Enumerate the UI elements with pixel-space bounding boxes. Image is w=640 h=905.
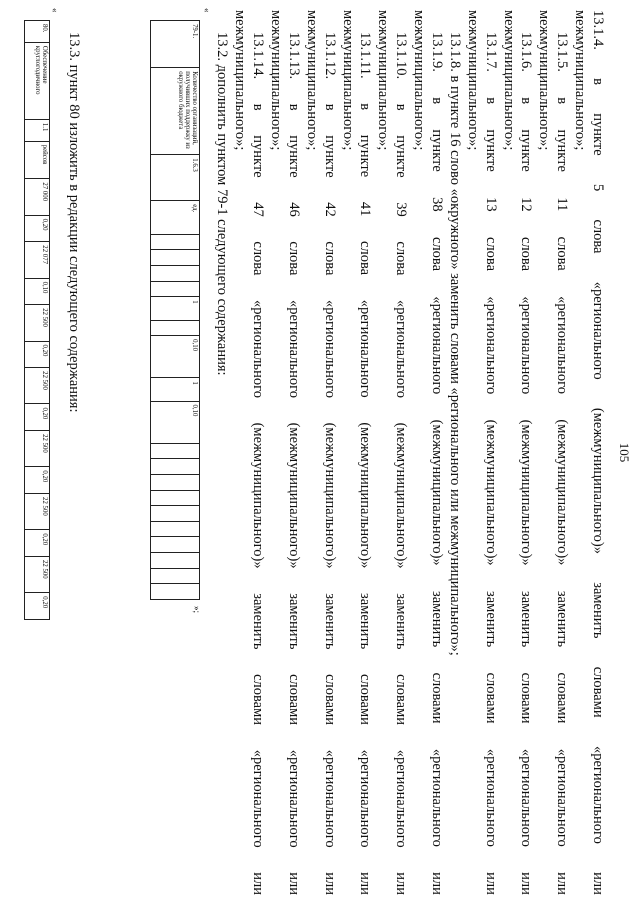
body-text: [212, 10, 606, 895]
word: или: [250, 872, 267, 895]
word: «регионального: [428, 748, 445, 847]
word: (межмуниципального)»: [321, 422, 338, 569]
word: или: [428, 872, 445, 895]
word: (межмуниципального)»: [393, 422, 410, 569]
word: межмуниципального»;: [267, 10, 284, 151]
table-cell: 0,20: [25, 593, 50, 620]
table-cell: 1: [151, 297, 200, 320]
text-line: [409, 10, 427, 895]
word: в: [482, 97, 499, 105]
word: 12: [518, 197, 535, 212]
word: словами: [554, 672, 571, 724]
text-line: [373, 10, 391, 895]
table-cell: 22 077: [25, 242, 50, 278]
quote-open: «: [202, 8, 212, 13]
word: в: [357, 103, 374, 111]
word: «регионального: [393, 749, 410, 848]
word: слова: [357, 241, 374, 276]
table-cell: [151, 521, 200, 537]
table-cell: 79-1.: [151, 21, 200, 68]
word: в: [285, 103, 302, 111]
table-cell: 1.1: [25, 119, 50, 141]
word: в: [250, 103, 267, 111]
word: словами: [590, 666, 606, 718]
text-line: [230, 10, 248, 895]
word: межмуниципального»;: [411, 10, 428, 151]
word: в: [428, 97, 445, 105]
table-cell: 0,20: [25, 404, 50, 431]
word: 46: [285, 202, 302, 217]
text-line: [499, 10, 517, 895]
word: словами: [518, 672, 535, 724]
word: пункте: [321, 135, 338, 178]
text-line: [517, 10, 535, 895]
word: слова: [285, 241, 302, 276]
text-line: [391, 10, 409, 895]
word: заменить: [554, 590, 571, 648]
word: или: [482, 872, 499, 895]
word: словами: [482, 672, 499, 724]
table-cell: [151, 568, 200, 584]
table-cell: [151, 474, 200, 490]
word: в: [518, 97, 535, 105]
word: «регионального: [590, 745, 606, 844]
word: 42: [321, 202, 338, 217]
table-cell: рейсов: [25, 141, 50, 179]
word: слова: [321, 241, 338, 276]
word: слова: [393, 241, 410, 276]
word: пункте: [357, 134, 374, 178]
table-cell: [151, 234, 200, 250]
word: 13.1.14.: [250, 32, 267, 80]
word: или: [590, 872, 606, 895]
word: пункте: [482, 129, 499, 172]
text-line: [356, 10, 374, 895]
word: заменить: [590, 582, 606, 639]
word: слова: [554, 236, 571, 271]
word: заменить: [285, 593, 302, 650]
word: словами: [250, 674, 267, 726]
word: «регионального: [285, 749, 302, 848]
word: 41: [357, 201, 374, 217]
text-line: [212, 10, 230, 895]
word: заменить: [393, 593, 410, 650]
table-cell: 22 500: [25, 431, 50, 467]
table-cell: 0,10: [151, 401, 200, 443]
word: (межмуниципального)»: [482, 419, 499, 566]
text-line: [427, 10, 445, 895]
word: 13.1.7.: [482, 32, 499, 72]
word: (межмуниципального)»: [518, 419, 535, 566]
text-line: [284, 10, 302, 895]
word: в: [554, 97, 571, 105]
word: слова: [590, 219, 606, 254]
word: 47: [250, 202, 267, 217]
text-line: [481, 10, 499, 895]
table-cell: 80.: [25, 21, 50, 43]
word: слова: [250, 241, 267, 276]
word: межмуниципального»;: [500, 10, 517, 151]
word: 11: [554, 197, 571, 212]
word: (межмуниципального)»: [590, 407, 606, 554]
word: «регионального: [518, 296, 535, 395]
word: или: [393, 872, 410, 895]
table-cell: [151, 320, 200, 336]
word: «регионального: [285, 300, 302, 398]
word: заменить: [357, 593, 374, 650]
table-cell: 1.6.3: [151, 155, 200, 201]
table-80: [24, 20, 50, 620]
word: межмуниципального»;: [536, 10, 553, 151]
table-cell: [151, 506, 200, 522]
word: 13.1.11.: [357, 32, 374, 79]
word: пункте: [554, 129, 571, 172]
word: или: [357, 872, 374, 895]
word: пункте: [428, 129, 445, 172]
word: межмуниципального»;: [232, 10, 249, 151]
table-79-1: [150, 20, 200, 600]
word: 13.1.8. в пункте 16 слово «окружного» заменить словами «регионального или межмуниципального»;: [446, 32, 463, 656]
word: межмуниципального»;: [375, 10, 392, 151]
word: «регионального: [428, 296, 445, 395]
text-line: [320, 10, 338, 895]
word: «регионального: [482, 748, 499, 847]
word: «регионального: [554, 296, 571, 394]
word: 13.1.10.: [393, 32, 410, 80]
word: пункте: [285, 135, 302, 178]
word: «регионального: [590, 281, 606, 380]
table-cell: [151, 281, 200, 297]
word: 13.1.5.: [554, 32, 571, 72]
text-line: [445, 10, 463, 895]
word: 13.1.13.: [285, 32, 302, 80]
word: (межмуниципального)»: [285, 422, 302, 569]
word: слова: [482, 237, 499, 272]
word: заменить: [250, 593, 267, 650]
text-line: [534, 10, 552, 895]
word: 38: [428, 197, 445, 212]
text-line: [266, 10, 284, 895]
quote-open-2: «: [50, 8, 60, 13]
word: словами: [393, 674, 410, 726]
word: словами: [357, 673, 374, 725]
word: «регионального: [250, 749, 267, 848]
word: 13.1.9.: [428, 32, 445, 72]
word: 39: [393, 202, 410, 217]
table-cell: [151, 537, 200, 553]
word: или: [554, 872, 571, 895]
word: (межмуниципального)»: [428, 419, 445, 566]
table-cell: 0,20: [25, 215, 50, 242]
text-line: [338, 10, 356, 895]
table-cell: Обеспечение круглогодичного: [25, 42, 50, 119]
word: пункте: [393, 135, 410, 178]
word: заменить: [482, 591, 499, 648]
table-row: [25, 21, 50, 620]
word: «регионального: [393, 300, 410, 398]
word: «регионального: [357, 299, 374, 398]
table-cell: 0,20: [25, 341, 50, 368]
text-line: [302, 10, 320, 895]
word: 13: [482, 197, 499, 212]
text-line: [248, 10, 266, 895]
text-line: [570, 10, 588, 895]
table-cell: 22 500: [25, 368, 50, 404]
text-line: [588, 10, 606, 895]
word: или: [321, 872, 338, 895]
word: слова: [518, 237, 535, 272]
word: словами: [285, 674, 302, 726]
word: (межмуниципального)»: [357, 422, 374, 569]
word: «регионального: [321, 300, 338, 398]
table-cell: 22 500: [25, 494, 50, 530]
word: межмуниципального»;: [464, 10, 481, 151]
word: в: [321, 103, 338, 111]
table-cell: [151, 490, 200, 506]
word: пункте: [590, 113, 606, 156]
table-cell: 0,20: [25, 530, 50, 557]
page-number: 105: [617, 442, 632, 463]
word: или: [285, 872, 302, 895]
table-cell: 0,10: [25, 278, 50, 305]
table-cell: ед.: [151, 201, 200, 235]
table-cell: Количество организаций, получивших поддержку из окружного бюджета: [151, 68, 200, 155]
word: пункте: [250, 135, 267, 178]
text-line: [463, 10, 481, 895]
word: 13.1.4.: [590, 10, 606, 50]
word: «регионального: [518, 748, 535, 847]
word: межмуниципального»;: [572, 10, 589, 151]
word: в: [590, 78, 606, 85]
table-cell: [151, 443, 200, 459]
word: «регионального: [482, 296, 499, 395]
word: 13.1.6.: [518, 32, 535, 72]
word: 13.1.12.: [321, 32, 338, 80]
quote-close: »;: [192, 606, 202, 614]
word: «регионального: [357, 749, 374, 848]
table-cell: 27 000: [25, 179, 50, 215]
word: «регионального: [554, 748, 571, 847]
word: межмуниципального»;: [303, 10, 320, 151]
word: пункте: [518, 129, 535, 172]
word: межмуниципального»;: [339, 10, 356, 151]
table-row: [151, 21, 200, 600]
word: (межмуниципального)»: [554, 419, 571, 566]
word: или: [518, 872, 535, 895]
word: словами: [321, 674, 338, 726]
word: заменить: [321, 593, 338, 650]
table-cell: 22 500: [25, 305, 50, 341]
text-line: [552, 10, 570, 895]
paragraph-13-3: 13.3. пункт 80 изложить в редакции следующего содержания:: [66, 32, 82, 413]
table-cell: [151, 552, 200, 568]
word: слова: [428, 237, 445, 272]
word: в: [393, 103, 410, 111]
word: словами: [428, 672, 445, 724]
word: заменить: [518, 591, 535, 648]
table-cell: [151, 250, 200, 266]
table-cell: [151, 266, 200, 282]
word: (межмуниципального)»: [250, 422, 267, 569]
word: «регионального: [321, 749, 338, 848]
table-cell: [151, 459, 200, 475]
word: «регионального: [250, 300, 267, 398]
word: 5: [590, 183, 606, 192]
table-cell: 0,20: [25, 467, 50, 494]
table-cell: 22 500: [25, 556, 50, 592]
table-cell: [151, 584, 200, 600]
table-cell: 1: [151, 378, 200, 401]
table-cell: 0,10: [151, 336, 200, 378]
word: заменить: [428, 591, 445, 648]
word: 13.2. дополнить пунктом 79-1 следующего содержания:: [214, 32, 231, 376]
